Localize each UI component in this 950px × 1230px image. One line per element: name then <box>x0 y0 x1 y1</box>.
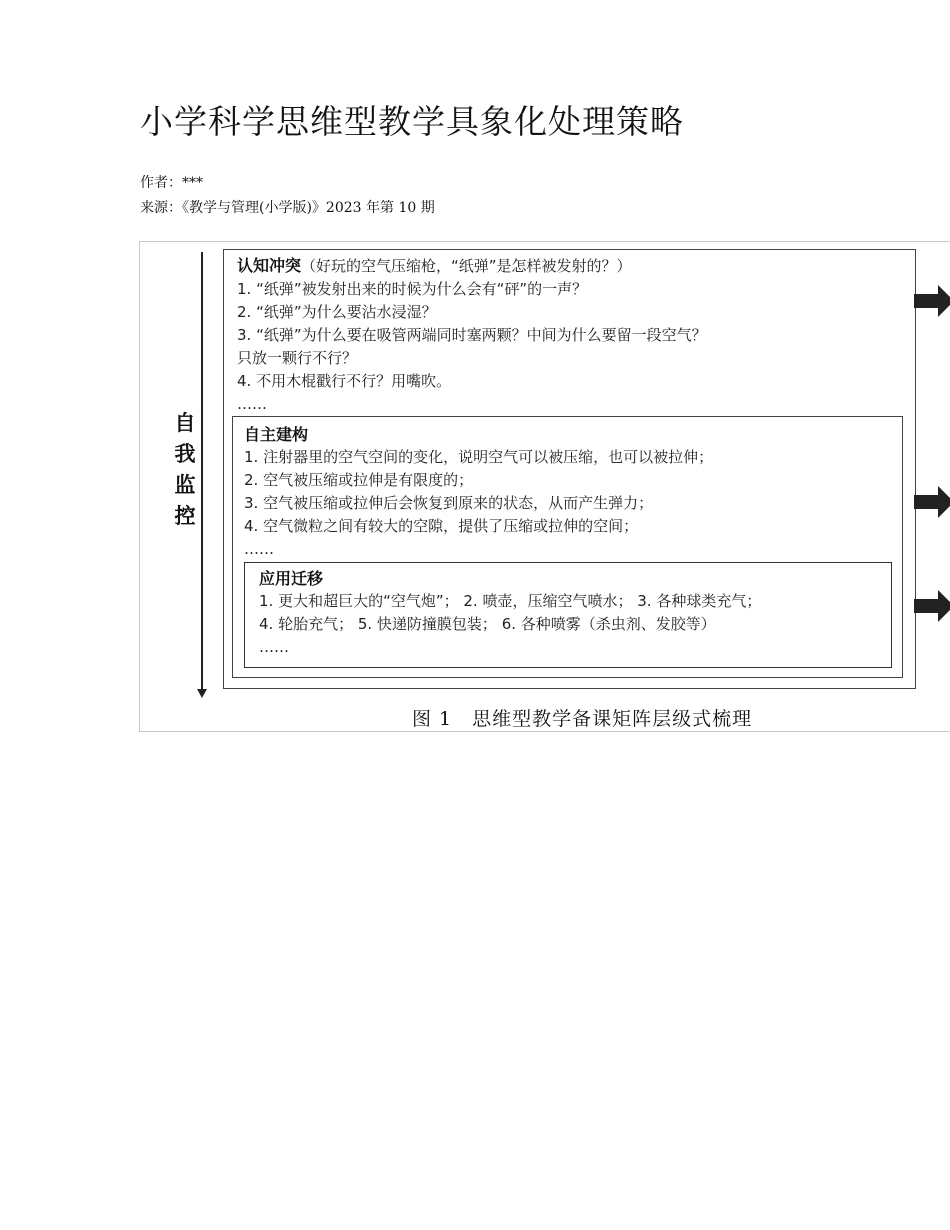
section-application-transfer <box>259 567 761 659</box>
side-label-char: 我 <box>174 442 196 466</box>
author-line: 作者：*** <box>140 175 203 191</box>
list-item: …… <box>237 395 267 413</box>
side-label-char: 控 <box>174 504 196 528</box>
section-heading: 应用迁移 <box>259 569 324 588</box>
source-line: 来源：《教学与管理(小学版)》2023 年第 10 期 <box>140 200 435 216</box>
side-label-char: 监 <box>174 473 196 497</box>
list-item: 2. 空气被压缩或拉伸是有限度的； <box>244 471 474 489</box>
figure-matrix <box>139 241 950 732</box>
list-item: 只放一颗行不行？ <box>237 349 358 367</box>
list-item: 3. “纸弹”为什么要在吸管两端同时塞两颗？中间为什么要留一段空气？ <box>237 326 707 344</box>
page-title: 小学科学思维型教学具象化处理策略 <box>140 102 684 141</box>
list-item: 2. “纸弹”为什么要沾水浸湿？ <box>237 303 437 321</box>
right-arrow-icon <box>914 484 950 520</box>
side-label-char: 自 <box>174 411 196 435</box>
right-arrow-icon <box>914 283 950 319</box>
list-item: 4. 轮胎充气； 5. 快递防撞膜包装； 6. 各种喷雾（杀虫剂、发胶等） <box>259 615 716 633</box>
figure-caption: 图 1 思维型教学备课矩阵层级式梳理 <box>412 708 753 730</box>
right-arrow-icon <box>914 588 950 624</box>
self-monitor-label <box>170 408 200 532</box>
section-cognitive-conflict <box>237 254 707 416</box>
list-item: 1. “纸弹”被发射出来的时候为什么会有“砰”的一声？ <box>237 280 588 298</box>
list-item: …… <box>244 540 274 558</box>
list-item: 1. 更大和超巨大的“空气炮”； 2. 喷壶，压缩空气喷水； 3. 各种球类充气； <box>259 592 762 610</box>
list-item: 1. 注射器里的空气空间的变化，说明空气可以被压缩，也可以被拉伸； <box>244 448 714 466</box>
list-item: 4. 不用木棍戳行不行？用嘴吹。 <box>237 372 452 390</box>
section-self-construction <box>244 423 713 561</box>
section-heading: 自主建构 <box>244 425 309 444</box>
list-item: 3. 空气被压缩或拉伸后会恢复到原来的状态，从而产生弹力； <box>244 494 654 512</box>
section-heading: 认知冲突 <box>237 256 302 275</box>
section-subtitle: （好玩的空气压缩枪，“纸弹”是怎样被发射的？） <box>301 257 632 275</box>
down-arrow-icon <box>201 252 203 690</box>
list-item: …… <box>259 638 289 656</box>
list-item: 4. 空气微粒之间有较大的空隙，提供了压缩或拉伸的空间； <box>244 517 639 535</box>
